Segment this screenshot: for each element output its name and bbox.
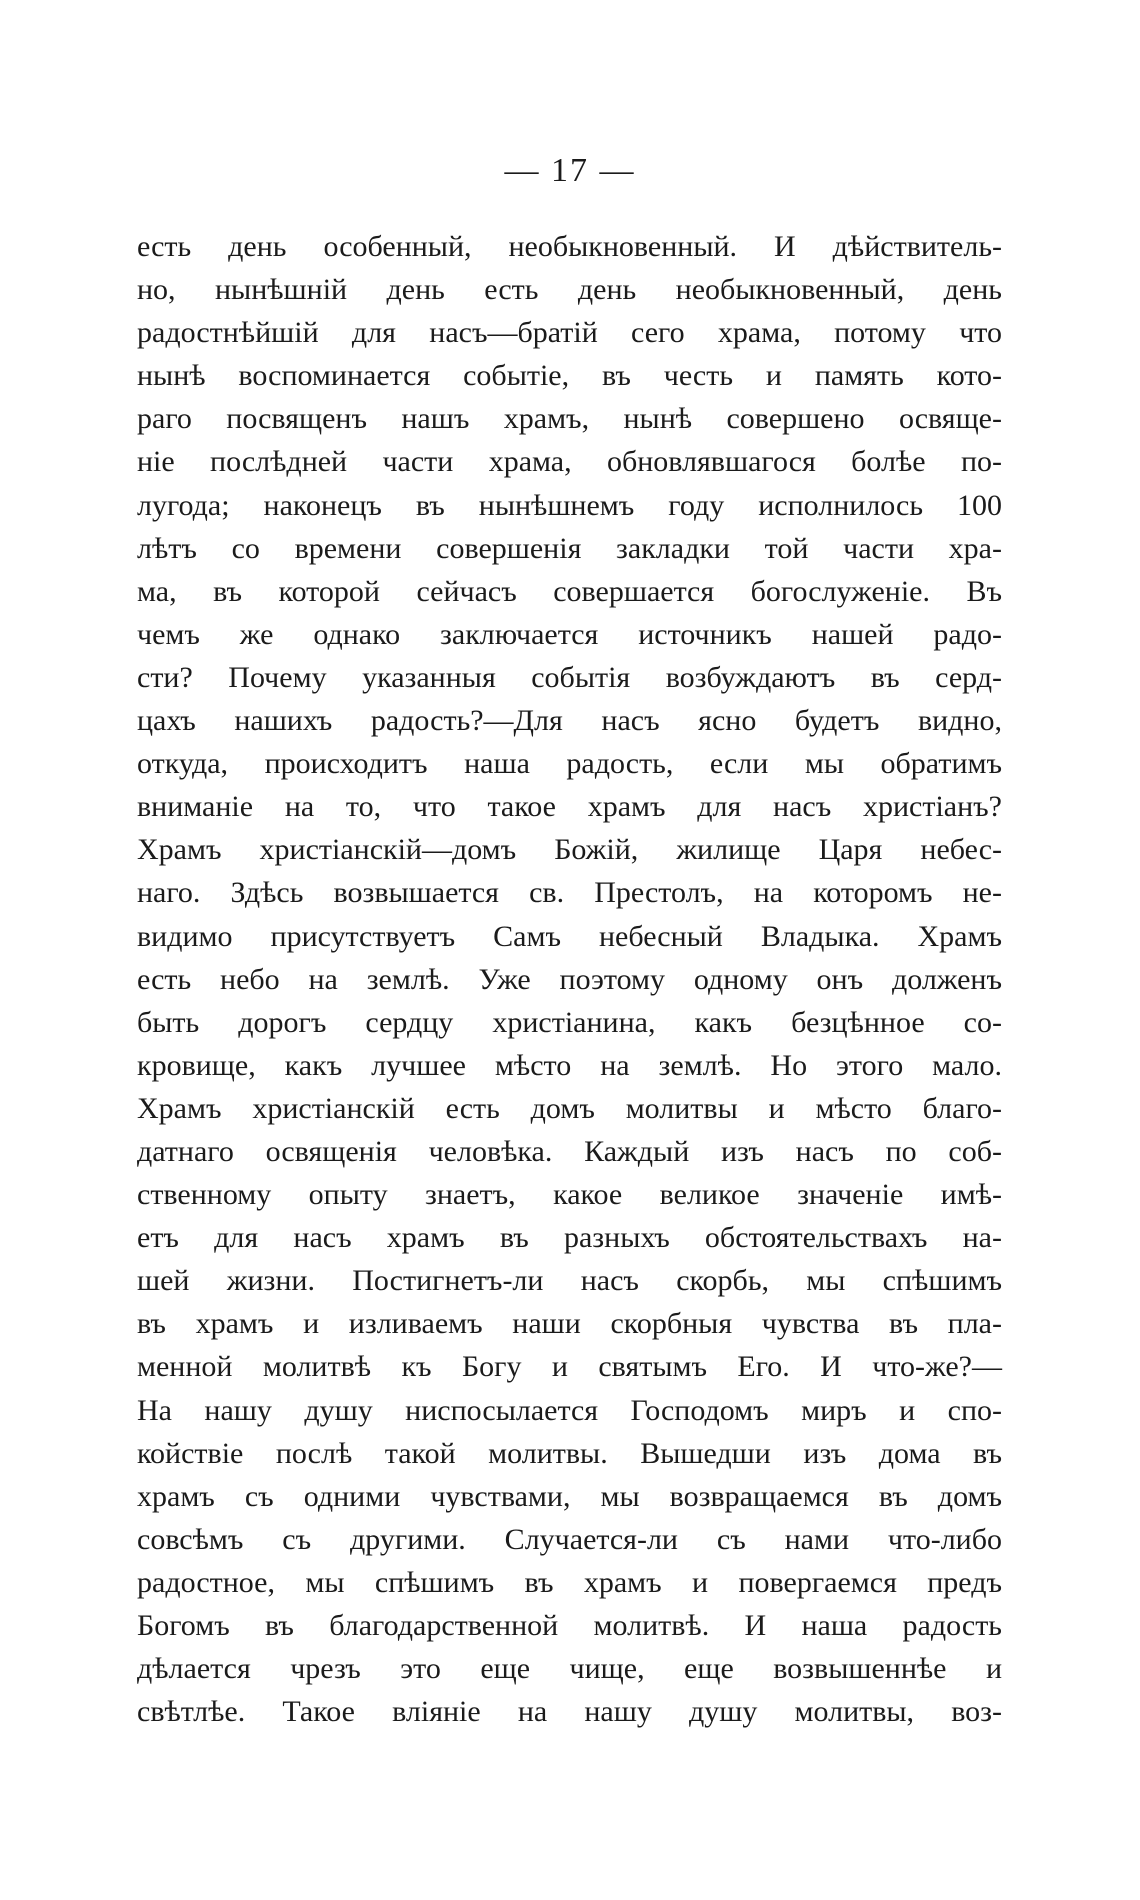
text-line: быть дорогъ сердцу христіанина, какъ безцѣнное со- <box>137 1005 1002 1039</box>
text-line: совсѣмъ съ другими. Случается-ли съ нами что-либо <box>137 1522 1002 1556</box>
text-line: раго посвященъ нашъ храмъ, нынѣ совершено освяще- <box>137 402 1002 436</box>
text-line: радостнѣйшій для насъ—братій сего храма, потому что <box>137 316 1002 350</box>
text-line: сти? Почему указанныя событія возбуждаютъ въ серд- <box>137 660 1002 694</box>
text-line: Богомъ въ благодарственной молитвѣ. И наша радость <box>137 1609 1002 1642</box>
text-line: дѣлается чрезъ это еще чище, еще возвышеннѣе и <box>137 1652 1002 1686</box>
text-line: наго. Здѣсь возвышается св. Престолъ, на которомъ не- <box>137 876 1002 910</box>
text-line: шей жизни. Постигнетъ-ли насъ скорбь, мы спѣшимъ <box>137 1264 1002 1298</box>
text-line: откуда, происходитъ наша радость, если мы обратимъ <box>137 747 1002 781</box>
text-line: видимо присутствуетъ Самъ небесный Владыка. Храмъ <box>137 919 1002 953</box>
text-line: радостное, мы спѣшимъ въ храмъ и повергаемся предъ <box>137 1565 1002 1599</box>
text-line: На нашу душу ниспосылается Господомъ миръ и спо- <box>137 1393 1002 1427</box>
text-line: менной молитвѣ къ Богу и святымъ Его. И что-же?— <box>137 1350 1002 1384</box>
text-line: етъ для насъ храмъ въ разныхъ обстоятельствахъ на- <box>137 1221 1002 1255</box>
text-line: но, нынѣшній день есть день необыкновенный, день <box>137 273 1002 307</box>
text-line: цахъ нашихъ радость?—Для насъ ясно будетъ видно, <box>137 704 1002 738</box>
text-line: Храмъ христіанскій—домъ Божій, жилище Царя небес- <box>137 833 1002 867</box>
text-line: лугода; наконецъ въ нынѣшнемъ году исполнилось 100 <box>137 488 1002 522</box>
text-line: Храмъ христіанскій есть домъ молитвы и мѣсто благо- <box>137 1091 1002 1125</box>
text-line: вниманіе на то, что такое храмъ для насъ христіанъ? <box>137 790 1002 824</box>
text-line: нынѣ воспоминается событіе, въ честь и память кото- <box>137 359 1002 393</box>
page-number: — 17 — <box>504 152 636 189</box>
text-line: кровище, какъ лучшее мѣсто на землѣ. Но этого мало. <box>137 1048 1002 1082</box>
text-line: койствіе послѣ такой молитвы. Вышедши изъ дома въ <box>137 1436 1002 1470</box>
text-line: датнаго освященія человѣка. Каждый изъ насъ по соб- <box>137 1134 1002 1168</box>
text-line: свѣтлѣе. Такое вліяніе на нашу душу молитвы, воз- <box>137 1695 1002 1729</box>
text-line: въ храмъ и изливаемъ наши скорбныя чувства въ пла- <box>137 1307 1002 1341</box>
text-line: лѣтъ со времени совершенія закладки той части хра- <box>137 531 1002 565</box>
text-line: есть день особенный, необыкновенный. И дѣйствитель- <box>137 230 1002 263</box>
text-line: чемъ же однако заключается источникъ нашей радо- <box>137 617 1002 651</box>
text-line: есть небо на землѣ. Уже поэтому одному онъ долженъ <box>137 962 1002 996</box>
body-text <box>137 225 1002 1733</box>
text-line: храмъ съ одними чувствами, мы возвращаемся въ домъ <box>137 1479 1002 1513</box>
text-line: ственному опыту знаетъ, какое великое значеніе имѣ- <box>137 1178 1002 1212</box>
text-line: ніе послѣдней части храма, обновлявшагося болѣе по- <box>137 445 1002 479</box>
text-line: ма, въ которой сейчасъ совершается богослуженіе. Въ <box>137 574 1002 608</box>
